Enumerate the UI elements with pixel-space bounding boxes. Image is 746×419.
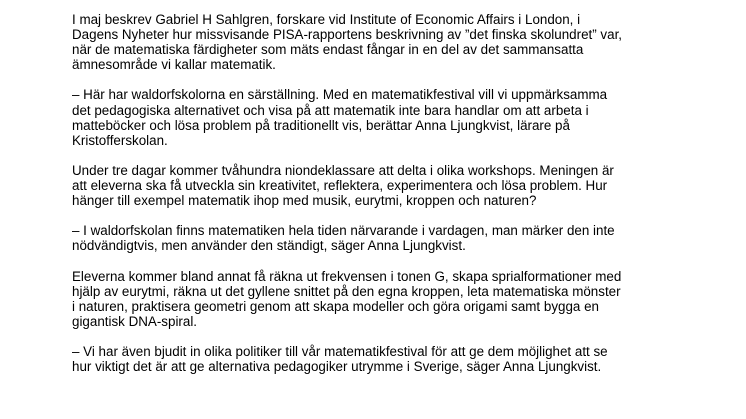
paragraph-workshops: Under tre dagar kommer tvåhundra niondeklassare att delta i olika workshops. Meningen är att eleverna ska få utveckla sin kreativitet, reflektera, experimentera och lösa problem. Hur hänger till exempel matematik ihop med musik, eurytmi, kroppen och naturen?	[72, 162, 614, 209]
paragraph-intro: I maj beskrev Gabriel H Sahlgren, forskare vid Institute of Economic Affairs i London, i Dagens Nyheter hur missvisande PISA-rapportens beskrivning av ”det finska skolundret” var, när de matematiska färdigheter som mäts endast fångar in en del av det sammansatta ämnesområde vi kallar matematik.	[72, 12, 623, 73]
paragraph-quote-festival: – Här har waldorfskolorna en särställning. Med en matematikfestival vill vi uppmärksamma det pedagogiska alternativet och visa på att matematik inte bara handlar om att arbeta i matteböcker och lösa problem på traditionellt vis, berättar Anna Ljungkvist, lärare på Kristofferskolan.	[72, 87, 608, 148]
paragraph-quote-everyday: – I waldorfskolan finns matematiken hela tiden närvarande i vardagen, man märker den inte nödvändigtvis, men använder den ständigt, säger Anna Ljungkvist.	[72, 223, 615, 254]
document-body	[72, 12, 682, 389]
paragraph-activities: Eleverna kommer bland annat få räkna ut frekvensen i tonen G, skapa sprialformationer med hjälp av eurytmi, räkna ut det gyllene snittet på den egna kroppen, leta matematiska mönster i naturen, praktisera geometri genom att skapa modeller och göra origami samt bygga en gigantisk DNA-spiral.	[72, 268, 622, 329]
paragraph-quote-politicians: – Vi har även bjudit in olika politiker till vår matematikfestival för att ge dem möjlighet att se hur viktigt det är att ge alternativa pedagogiker utrymme i Sverige, säger Anna Ljungkvist.	[72, 344, 608, 375]
